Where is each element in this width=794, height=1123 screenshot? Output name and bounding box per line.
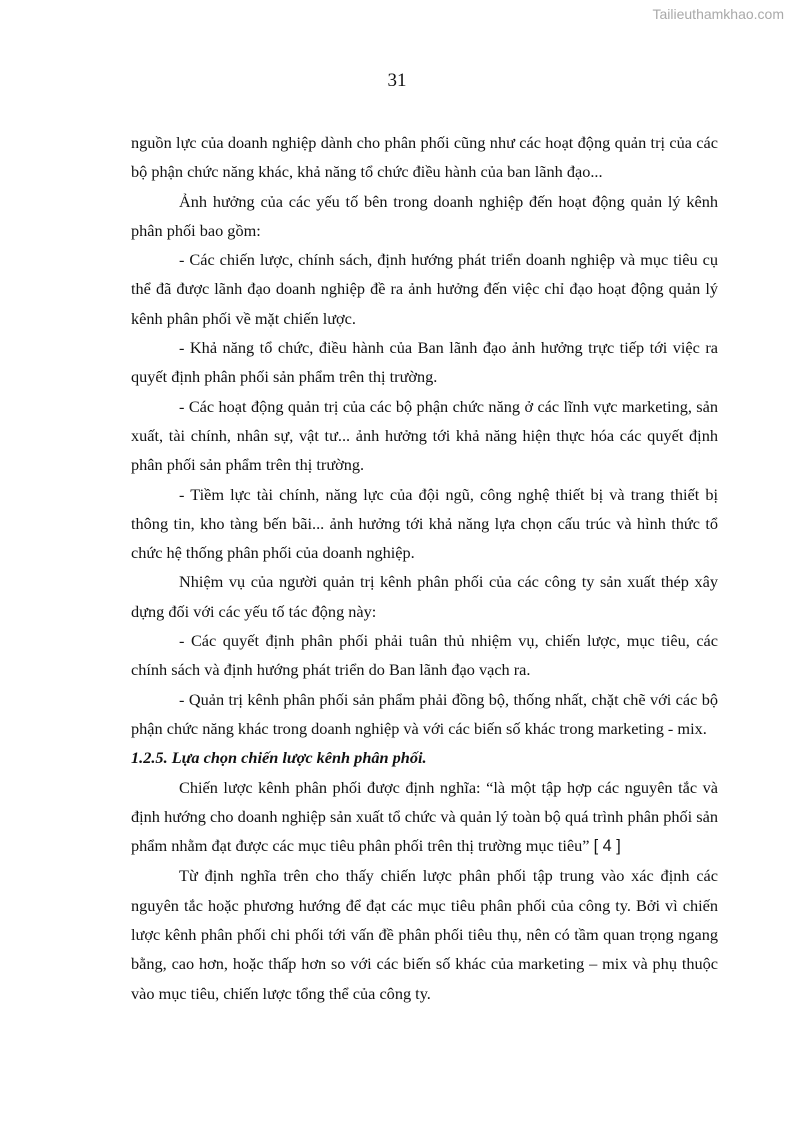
paragraph-continuation: nguồn lực của doanh nghiệp dành cho phân phối cũng như các hoạt động quản trị của các bộ phận chức năng khác, khả năng tổ chức điều hành của ban lãnh đạo... bbox=[131, 133, 718, 182]
paragraph-compliance-item: - Các quyết định phân phối phải tuân thủ nhiệm vụ, chiến lược, mục tiêu, các chính sách và định hướng phát triển do Ban lãnh đạo vạch ra. bbox=[131, 631, 718, 680]
paragraph-functional-item: - Các hoạt động quản trị của các bộ phận chức năng ở các lĩnh vực marketing, sản xuất, tài chính, nhân sự, vật tư... ảnh hưởng tới khả năng hiện thực hóa các quyết định phân phối sản phẩm trên thị trường. bbox=[131, 396, 718, 475]
paragraph-strategy-item: - Các chiến lược, chính sách, định hướng phát triển doanh nghiệp và mục tiêu cụ thể đã được lãnh đạo doanh nghiệp đề ra ảnh hưởng đến việc chỉ đạo hoạt động quản lý kênh phân phối về mặt chiến lược. bbox=[131, 250, 718, 328]
section-heading: 1.2.5. Lựa chọn chiến lược kênh phân phối. bbox=[131, 748, 427, 768]
watermark: Tailieuthamkhao.com bbox=[652, 6, 784, 22]
paragraph-coordination-item: - Quản trị kênh phân phối sản phẩm phải đồng bộ, thống nhất, chặt chẽ với các bộ phận chức năng khác trong doanh nghiệp và với các biến số khác trong marketing - mix. bbox=[131, 689, 718, 738]
paragraph-definition bbox=[131, 773, 718, 862]
definition-text: Chiến lược kênh phân phối được định nghĩa: “là một tập hợp các nguyên tắc và định hướng cho doanh nghiệp sản xuất tổ chức và quản lý toàn bộ quá trình phân phối sản phẩm nhằm đạt được các mục tiêu phân phối trên thị trường mục tiêu” bbox=[131, 777, 718, 856]
citation: [ 4 ] bbox=[593, 837, 621, 856]
paragraph-resources-item: - Tiềm lực tài chính, năng lực của đội ngũ, công nghệ thiết bị và trang thiết bị thông tin, kho tàng bến bãi... ảnh hưởng tới khả năng lựa chọn cấu trúc và hình thức tổ chức hệ thống phân phối của doanh nghiệp. bbox=[131, 484, 718, 563]
paragraph-closing: Từ định nghĩa trên cho thấy chiến lược phân phối tập trung vào xác định các nguyên tắc hoặc phương hướng để đạt các mục tiêu phân phối của công ty. Bởi vì chiến lược kênh phân phối chi phối tới vấn đề phân phối tiêu thụ, nên có tầm quan trọng ngang bằng, cao hơn, hoặc thấp hơn so với các biến số khác của marketing – mix và phụ thuộc vào mục tiêu, chiến lược tổng thể của công ty. bbox=[131, 866, 718, 1003]
paragraph-manager-tasks-intro: Nhiệm vụ của người quản trị kênh phân phối của các công ty sản xuất thép xây dựng đối với các yếu tố tác động này: bbox=[131, 572, 718, 621]
paragraph-leadership-item: - Khả năng tổ chức, điều hành của Ban lãnh đạo ảnh hưởng trực tiếp tới việc ra quyết định phân phối sản phẩm trên thị trường. bbox=[131, 338, 718, 387]
page-body bbox=[131, 128, 718, 1008]
paragraph-internal-factors-intro: Ảnh hưởng của các yếu tố bên trong doanh nghiệp đến hoạt động quản lý kênh phân phối bao gồm: bbox=[131, 191, 718, 240]
page-number: 31 bbox=[387, 70, 407, 91]
